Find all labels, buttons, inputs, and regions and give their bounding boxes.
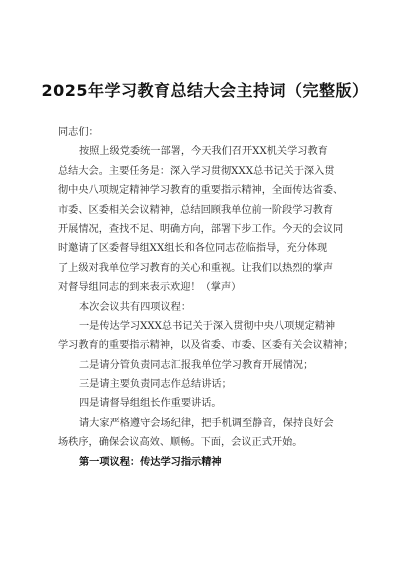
paragraph-line: 时邀请了区委督导组XX组长和各位同志莅临指导，充分体现 [58,243,328,255]
agenda-item-line: 一是传达学习XXX总书记关于深入贯彻中央八项规定精神 [79,320,336,332]
document-title: 2025年学习教育总结大会主持词（完整版） [41,81,369,100]
paragraph-line: 彻中央八项规定精神学习教育的重要指示精神，全面传达省委、 [58,185,344,197]
paragraph-line: 总结大会。主要任务是：深入学习贯彻XXX总书记关于深入贯 [58,165,335,177]
salutation-line: 同志们： [58,127,99,138]
paragraph-line: 按照上级党委统一部署，今天我们召开XX机关学习教育 [79,146,328,158]
document-body [58,123,363,472]
section-heading: 第一项议程：传达学习指示精神 [79,456,222,468]
paragraph-line: 开展情况，查找不足、明确方向，部署下步工作。今天的会议同 [58,223,344,235]
agenda-item-line: 学习教育的重要指示精神，以及省委、市委、区委有关会议精神； [58,340,354,352]
agenda-item-line: 二是请分管负责同志汇报我单位学习教育开展情况； [79,359,314,371]
agenda-intro-line: 本次会议共有四项议程： [79,301,192,313]
paragraph-line: 市委、区委相关会议精神，总结回顾我单位前一阶段学习教育 [58,204,334,216]
paragraph-line: 了上级对我单位学习教育的关心和重视。让我们以热烈的掌声 [58,262,334,274]
agenda-item-line: 三是请主要负责同志作总结讲话； [79,379,232,391]
discipline-line: 场秩序，确保会议高效、顺畅。下面，会议正式开始。 [58,437,303,449]
agenda-item-line: 四是请督导组组长作重要讲话。 [79,398,222,410]
paragraph-line: 对督导组同志的到来表示欢迎！（掌声） [58,282,242,294]
discipline-line: 请大家严格遵守会场纪律，把手机调至静音，保持良好会 [79,417,334,429]
